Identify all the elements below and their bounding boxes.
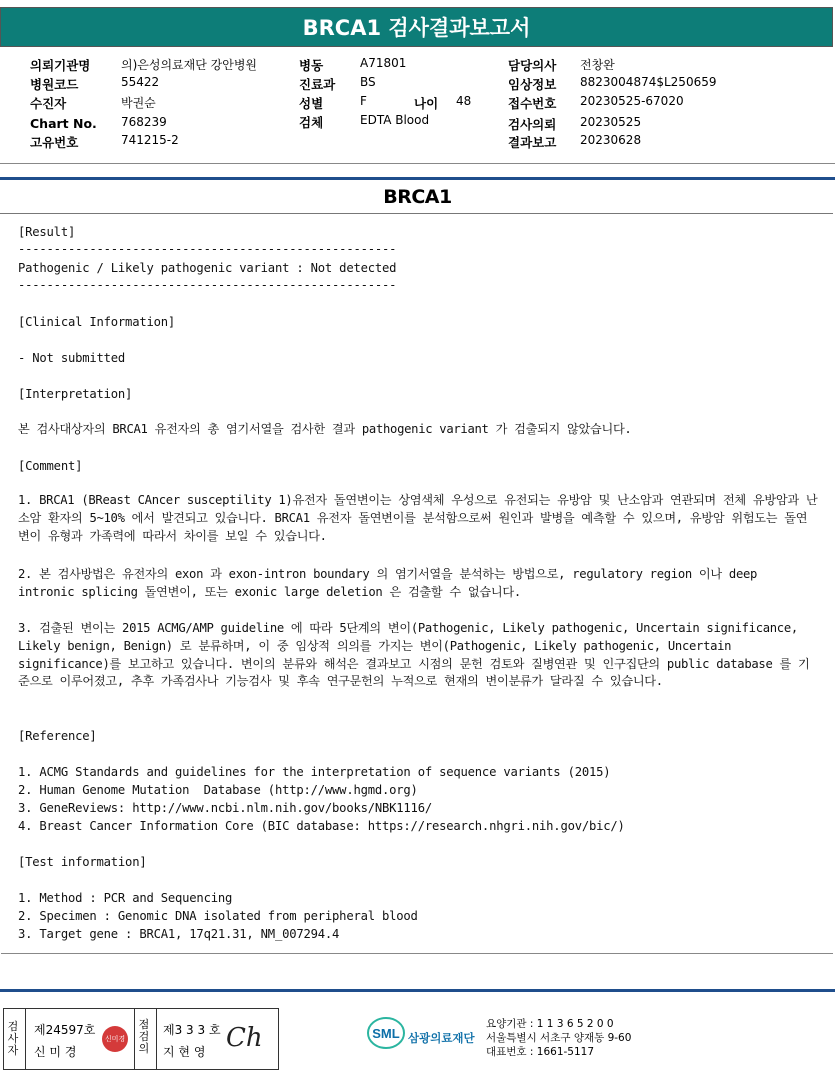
request-date-value: 20230525 bbox=[580, 115, 642, 129]
org-name: 삼광의료재단 bbox=[408, 1031, 475, 1045]
specimen-label: 검체 bbox=[299, 115, 324, 130]
address: 서울특별시 서초구 양재동 9-60 bbox=[486, 1032, 632, 1044]
unique-id-label: 고유번호 bbox=[30, 135, 79, 150]
clinical-info-label: 임상정보 bbox=[508, 77, 557, 92]
interpretation-text: 본 검사대상자의 BRCA1 유전자의 총 염기서열을 검사한 결과 pathogenic variant 가 검출되지 않았습니다. bbox=[18, 422, 632, 436]
institution-code: 요양기관 : 1 1 3 6 5 2 0 0 bbox=[486, 1018, 614, 1030]
comment-3: 3. 검출된 변이는 2015 ACMG/AMP guideline 에 따라 5단계의 변이(Pathogenic, Likely pathogenic, Uncertain significance, Likely benign, Benign) 로 분류하며, 이 중 임상적 의의를 가지는 변이(Pathogenic, Likely pathogenic, Uncertain significance)를 보고하고 있습니다. 변이의 분류와 해석은 결과보고 시점의 문헌 검토와 질병연관 및 인구집단의 public database 를 기준으로 이루어졌고, 추후 가족검사나 기능검사 및 후속 연구문헌의 누적으로 현재의 변이분류가 달라질 수 있습니다. bbox=[18, 621, 810, 689]
chart-no-label: Chart No. bbox=[30, 116, 97, 131]
reference-heading: [Reference] bbox=[18, 729, 97, 743]
reference-item: 4. Breast Cancer Information Core (BIC database: https://research.nhgri.nih.gov/bic/) bbox=[18, 819, 625, 833]
unique-id-value: 741215-2 bbox=[121, 133, 179, 147]
blue-divider-bottom bbox=[0, 989, 835, 992]
comment-2: 2. 본 검사방법은 유전자의 exon 과 exon-intron boundary 의 염기서열을 분석하는 방법으로, regulatory region 이나 deep intronic splicing 돌연변이, 또는 exonic large deletion 은 검출할 수 없습니다. bbox=[18, 567, 758, 599]
hospital-value: 의)은성의료재단 강안병원 bbox=[121, 58, 258, 72]
department-value: BS bbox=[360, 75, 376, 89]
body-bottom-border bbox=[1, 953, 833, 954]
clinical-heading: [Clinical Information] bbox=[18, 315, 176, 329]
dash-line: ----------------------------------------------------- bbox=[18, 242, 397, 256]
result-heading: [Result] bbox=[18, 225, 76, 239]
patient-info-header bbox=[0, 47, 835, 157]
test-info-heading: [Test information] bbox=[18, 855, 147, 869]
ward-value: A71801 bbox=[360, 56, 407, 70]
hospital-label: 의뢰기관명 bbox=[30, 58, 91, 73]
test-info-item: 1. Method : PCR and Sequencing bbox=[18, 891, 233, 905]
reviewer-name: 지 현 영 bbox=[163, 1045, 206, 1059]
test-info-item: 3. Target gene : BRCA1, 17q21.31, NM_007294.4 bbox=[18, 927, 340, 941]
examiner-seal: 신미경 bbox=[102, 1026, 128, 1052]
patient-label: 수진자 bbox=[30, 96, 67, 111]
chart-no-value: 768239 bbox=[121, 115, 167, 129]
request-date-label: 검사의뢰 bbox=[508, 117, 557, 132]
age-label: 나이 bbox=[414, 96, 439, 111]
examiner-license: 제24597호 bbox=[34, 1023, 96, 1037]
reference-item: 1. ACMG Standards and guidelines for the interpretation of sequence variants (2015) bbox=[18, 765, 611, 779]
department-label: 진료과 bbox=[299, 77, 336, 92]
result-text: Pathogenic / Likely pathogenic variant : Not detected bbox=[18, 261, 397, 275]
sml-logo-icon bbox=[366, 1013, 406, 1053]
report-date-value: 20230628 bbox=[580, 133, 642, 147]
reviewer-label: 점검의 bbox=[138, 1018, 150, 1055]
receipt-no-label: 접수번호 bbox=[508, 96, 557, 111]
sex-value: F bbox=[360, 94, 367, 108]
receipt-no-value: 20230525-67020 bbox=[580, 94, 684, 108]
section-title: BRCA1 bbox=[383, 186, 452, 208]
report-date-label: 결과보고 bbox=[508, 135, 557, 150]
hospital-code-label: 병원코드 bbox=[30, 77, 79, 92]
phone: 대표번호 : 1661-5117 bbox=[486, 1046, 595, 1058]
ward-label: 병동 bbox=[299, 58, 324, 73]
report-title: BRCA1 검사결과보고서 bbox=[0, 7, 833, 47]
reference-item: 2. Human Genome Mutation Database (http://www.hgmd.org) bbox=[18, 783, 418, 797]
test-info-item: 2. Specimen : Genomic DNA isolated from peripheral blood bbox=[18, 909, 418, 923]
clinical-text: - Not submitted bbox=[18, 351, 126, 365]
hospital-code-value: 55422 bbox=[121, 75, 160, 89]
reference-item: 3. GeneReviews: http://www.ncbi.nlm.nih.gov/books/NBK1116/ bbox=[18, 801, 432, 815]
patient-value: 박권순 bbox=[121, 96, 156, 110]
sex-label: 성별 bbox=[299, 96, 324, 111]
dash-line: ----------------------------------------------------- bbox=[18, 278, 397, 292]
specimen-value: EDTA Blood bbox=[360, 113, 430, 127]
blue-divider-top bbox=[0, 177, 835, 180]
examiner-name: 신 미 경 bbox=[34, 1045, 77, 1059]
comment-1: 1. BRCA1 (BReast CAncer susceptility 1)유전자 돌연변이는 상염색체 우성으로 유전되는 유방암 및 난소암과 연관되며 전체 유방암과 난소암 환자의 5~10% 에서 발견되고 있습니다. BRCA1 유전자 돌연변이를 분석함으로써 원인과 발병을 예측할 수 있으며, 유방암 위험도는 돌연변이 유형과 가족력에 따라서 차이를 보일 수 있습니다. bbox=[18, 493, 818, 543]
signature-box bbox=[3, 1008, 279, 1070]
doctor-label: 담당의사 bbox=[508, 58, 557, 73]
doctor-value: 전창완 bbox=[580, 58, 615, 72]
header-divider bbox=[0, 163, 835, 164]
clinical-info-value: 8823004874$L250659 bbox=[580, 75, 717, 89]
reviewer-signature: Ch bbox=[226, 1023, 263, 1053]
comment-heading: [Comment] bbox=[18, 459, 83, 473]
svg-text:SML: SML bbox=[372, 1026, 400, 1041]
age-value: 48 bbox=[456, 94, 472, 108]
interpretation-heading: [Interpretation] bbox=[18, 387, 133, 401]
examiner-label: 검사자 bbox=[7, 1020, 19, 1057]
reviewer-license: 제3 3 3 호 bbox=[163, 1023, 221, 1037]
